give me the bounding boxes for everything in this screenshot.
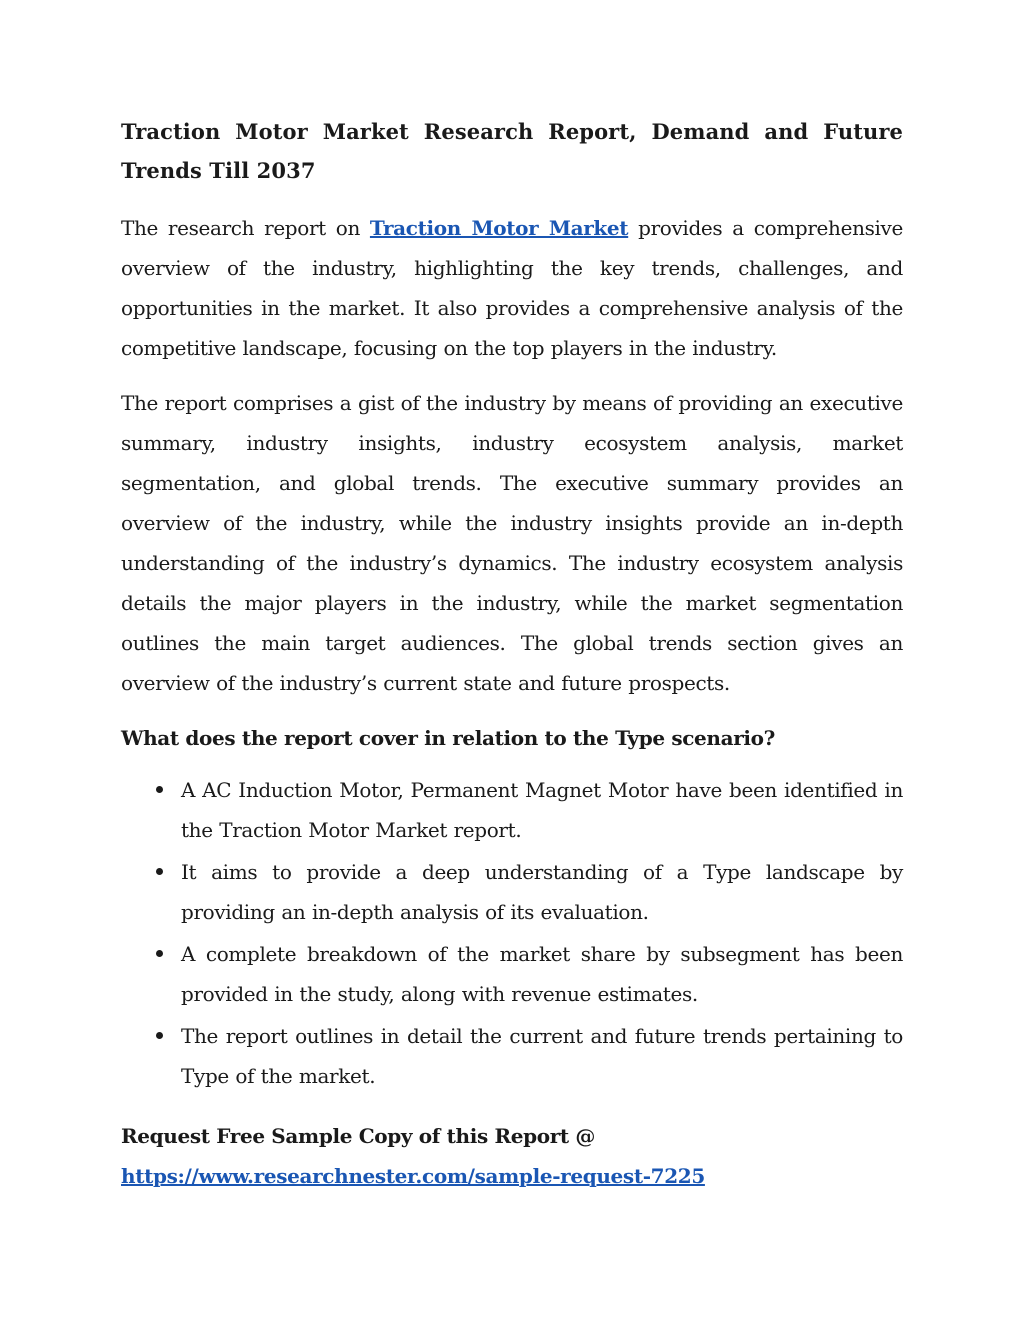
type-bullet-list [121,770,903,1096]
intro-text-before-link: The research report on [121,216,370,240]
list-item [121,934,903,1014]
bullet-icon [156,950,163,957]
bullet-icon [156,786,163,793]
bullet-text: It aims to provide a deep understanding of a Type landscape by providing an in-depth analysis of its evaluation. [181,860,903,924]
list-item [121,852,903,932]
bullet-text: A AC Induction Motor, Permanent Magnet Motor have been identified in the Traction Motor Market report. [181,778,903,842]
document-page [121,112,903,1196]
summary-paragraph: The report comprises a gist of the industry by means of providing an executive summary, industry insights, industry ecosystem analysis, market segmentation, and global trends. The executive summary provides an overview of the industry, while the industry insights provide an in-depth understanding of the industry’s dynamics. The industry ecosystem analysis details the major players in the industry, while the market segmentation outlines the main target audiences. The global trends section gives an overview of the industry’s current state and future prospects. [121,391,903,695]
sample-request-block [121,1116,903,1196]
list-item [121,770,903,850]
list-item [121,1016,903,1096]
bullet-text: The report outlines in detail the current and future trends pertaining to Type of the market. [181,1024,903,1088]
traction-motor-market-link[interactable]: Traction Motor Market [369,216,629,240]
intro-text-after-link: provides a comprehensive overview of the industry, highlighting the key trends, challenges, and opportunities in the market. It also provides a comprehensive analysis of the competitive landscape, focusing on the top players in the industry. [121,216,903,360]
bullet-text: A complete breakdown of the market share by subsegment has been provided in the study, along with revenue estimates. [181,942,903,1006]
type-scenario-heading: What does the report cover in relation to the Type scenario? [121,726,776,750]
intro-paragraph [121,208,903,368]
bullet-icon [156,868,163,875]
bullet-icon [156,1032,163,1039]
document-title: Traction Motor Market Research Report, Demand and Future Trends Till 2037 [121,119,903,183]
sample-request-label: Request Free Sample Copy of this Report @ [121,1124,596,1148]
sample-request-link[interactable]: https://www.researchnester.com/sample-request-7225 [121,1164,705,1188]
